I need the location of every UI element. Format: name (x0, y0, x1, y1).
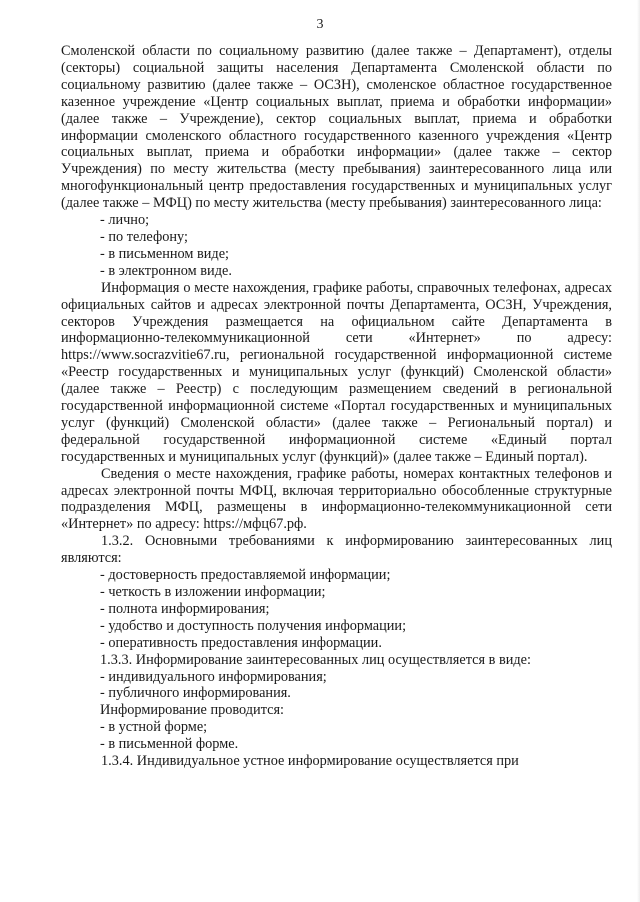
list-item: - в письменной форме. (100, 736, 239, 753)
paragraph-requirements-heading: 1.3.2. Основными требованиями к информированию заинтересованных лиц являются: (61, 533, 612, 567)
list-item: - индивидуального информирования; (100, 668, 327, 685)
paragraph-mfc-info: Сведения о месте нахождения, графике работы, номерах контактных телефонов и адресах электронной почты МФЦ, включая территориально обособленные структурные подразделения МФЦ, размещены в информационно-телекоммуникационной сети «Интернет» по адресу: https://мфц67.рф. (61, 465, 612, 533)
paragraph-continuation: Смоленской области по социальному развитию (далее также – Департамент), отделы (секторы) социальной защиты населения Департамента Смоленской области по социальному развитию (далее также – ОСЗН), смоленское областное государственное казенное учреждение «Центр социальных выплат, приема и обработки информации» (далее также – Учреждение), сектор социальных выплат, приема и обработки информации смоленского областного государственного казенного учреждения «Центр социальных выплат, приема и обработки информации» (далее также – сектор Учреждения) по месту жительства (месту пребывания) заинтересованного лица или многофункциональный центр предоставления государственных и муниципальных услуг (далее также – МФЦ) по месту жительства (месту пребывания) заинтересованного лица: (61, 43, 612, 212)
list-item: - удобство и доступность получения информации; (100, 617, 407, 634)
page-number: 3 (316, 17, 324, 32)
list-item: - в устной форме; (100, 719, 208, 736)
paragraph-clause-1-3-3: 1.3.3. Информирование заинтересованных лиц осуществляется в виде: (100, 651, 531, 668)
document-body (61, 43, 612, 770)
list-item: - полнота информирования; (100, 600, 270, 617)
paragraph-clause-1-3-4: 1.3.4. Индивидуальное устное информирование осуществляется при (101, 753, 519, 770)
list-item: - четкость в изложении информации; (100, 584, 326, 600)
list-item: - в электронном виде. (100, 262, 232, 279)
list-item: - достоверность предоставляемой информации; (100, 567, 391, 584)
list-item: - в письменном виде; (100, 245, 230, 262)
list-item: - публичного информирования. (100, 685, 291, 702)
list-item: - по телефону; (100, 228, 188, 245)
paragraph-contacts-info: Информация о месте нахождения, графике работы, справочных телефонах, адресах официальных сайтов и адресах электронной почты Департамента, ОСЗН, Учреждения, секторов Учреждения размещается на официальном сайте Департамента в информационно-телекоммуникационной сети «Интернет» по адресу: https://www.socrazvitie67.ru, региональной государственной информационной системе «Реестр государственных и муниципальных услуг (функций) Смоленской области» (далее также – Реестр) с последующим размещением сведений в региональной государственной информационной системе «Портал государственных и муниципальных услуг (функций) Смоленской области» (далее также – Региональный портал) и федеральной государственной информационной системе «Единый портал государственных и муниципальных услуг (функций)» (далее также – Единый портал). (61, 279, 612, 465)
paragraph-informing-forms: Информирование проводится: (100, 702, 285, 719)
list-item: - оперативность предоставления информации. (100, 634, 382, 651)
list-item: - лично; (100, 212, 150, 229)
